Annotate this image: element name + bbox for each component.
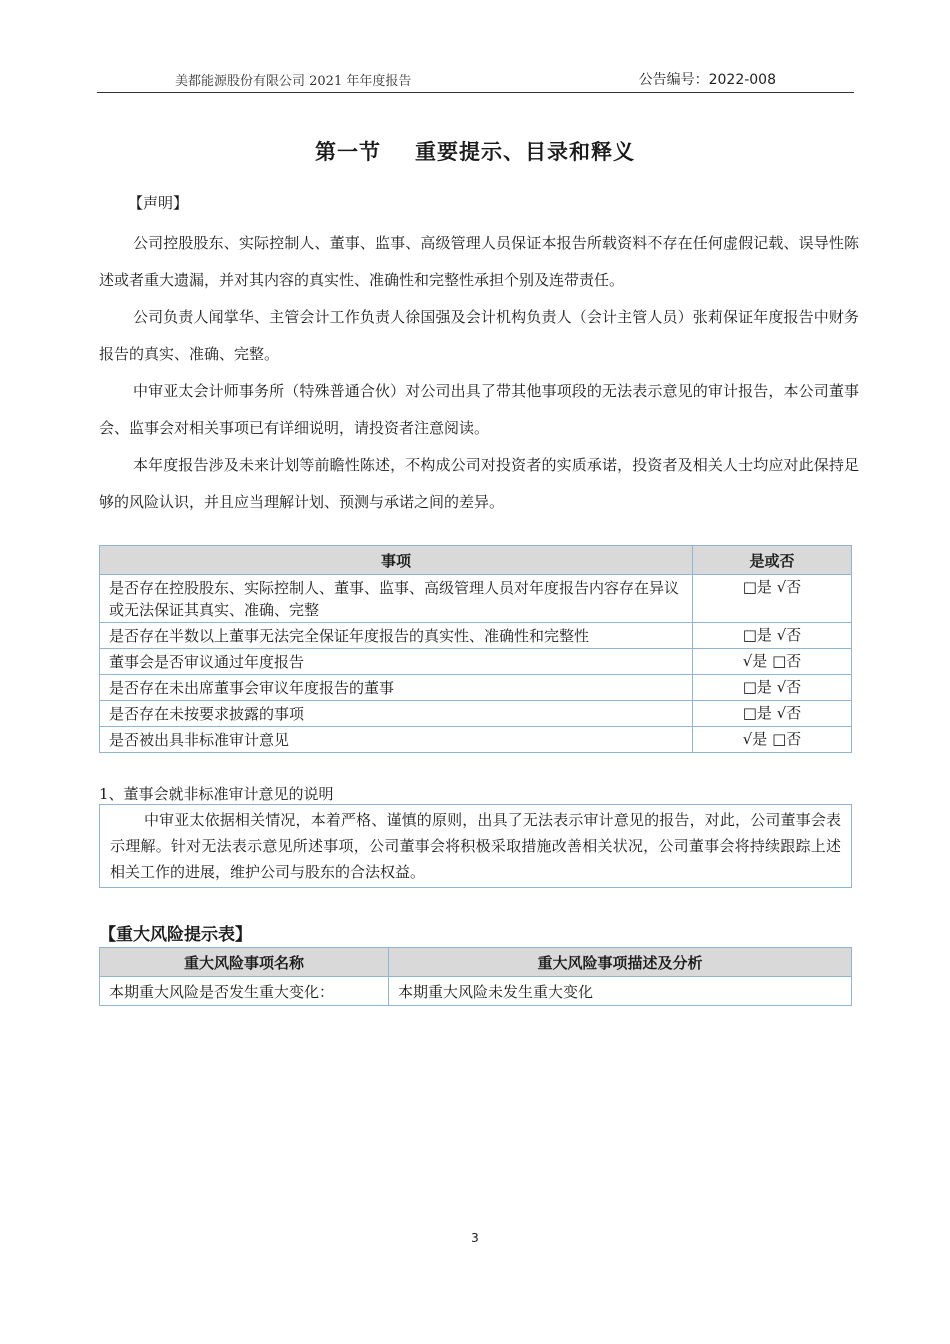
table-header-row <box>100 948 852 977</box>
matter-cell: 是否存在半数以上董事无法完全保证年度报告的真实性、准确性和完整性 <box>100 623 693 649</box>
table-row <box>100 649 852 675</box>
matter-cell: 董事会是否审议通过年度报告 <box>100 649 693 675</box>
announcement-number: 公告编号：2022-008 <box>638 72 776 88</box>
table-header-row <box>100 546 852 575</box>
table-row <box>100 575 852 623</box>
table-row <box>100 675 852 701</box>
paragraph-responsible-persons: 公司负责人闻掌华、主管会计工作负责人徐国强及会计机构负责人（会计主管人员）张莉保证年度报告中财务报告的真实、准确、完整。 <box>99 308 859 363</box>
page-title <box>0 136 950 166</box>
table-row <box>100 977 852 1006</box>
board-note-title: 1、董事会就非标准审计意见的说明 <box>99 785 334 803</box>
column-header-risk-description: 重大风险事项描述及分析 <box>389 948 852 977</box>
table-row <box>100 701 852 727</box>
column-header-risk-name: 重大风险事项名称 <box>100 948 389 977</box>
column-header-matter: 事项 <box>100 546 693 575</box>
paragraph-auditor: 中审亚太会计师事务所（特殊普通合伙）对公司出具了带其他事项段的无法表示意见的审计报告，本公司董事会、监事会对相关事项已有详细说明，请投资者注意阅读。 <box>99 382 859 437</box>
answer-cell: □是 √否 <box>693 623 852 649</box>
matter-cell: 是否被出具非标准审计意见 <box>100 727 693 753</box>
page-number: 3 <box>471 1231 479 1245</box>
risk-name-cell: 本期重大风险是否发生重大变化： <box>100 977 389 1006</box>
matter-cell: 是否存在控股股东、实际控制人、董事、监事、高级管理人员对年度报告内容存在异议或无法保证其真实、准确、完整 <box>100 575 693 623</box>
board-note-text: 中审亚太依据相关情况，本着严格、谨慎的原则，出具了无法表示审计意见的报告，对此，公司董事会表示理解。针对无法表示意见所述事项，公司董事会将积极采取措施改善相关状况，公司董事会将持续跟踪上述相关工作的进展，维护公司与股东的合法权益。 <box>99 804 852 888</box>
page-header <box>97 70 854 93</box>
table-row <box>100 727 852 753</box>
table-row <box>100 623 852 649</box>
answer-cell: √是 □否 <box>693 727 852 753</box>
paragraph-guarantee: 公司控股股东、实际控制人、董事、监事、高级管理人员保证本报告所载资料不存在任何虚假记载、误导性陈述或者重大遗漏，并对其内容的真实性、准确性和完整性承担个别及连带责任。 <box>99 234 859 289</box>
risk-description-cell: 本期重大风险未发生重大变化 <box>389 977 852 1006</box>
answer-cell: □是 √否 <box>693 575 852 623</box>
report-title: 美都能源股份有限公司 2021 年年度报告 <box>175 74 412 89</box>
answer-cell: □是 √否 <box>693 675 852 701</box>
matter-cell: 是否存在未按要求披露的事项 <box>100 701 693 727</box>
paragraph-forward-looking: 本年度报告涉及未来计划等前瞻性陈述，不构成公司对投资者的实质承诺，投资者及相关人士均应对此保持足够的风险认识，并且应当理解计划、预测与承诺之间的差异。 <box>99 456 859 511</box>
section-number: 第一节 <box>315 140 381 164</box>
matters-table <box>99 545 852 753</box>
answer-cell: □是 √否 <box>693 701 852 727</box>
risk-table <box>99 947 852 1006</box>
matter-cell: 是否存在未出席董事会审议年度报告的董事 <box>100 675 693 701</box>
answer-cell: √是 □否 <box>693 649 852 675</box>
section-name: 重要提示、目录和释义 <box>415 140 635 164</box>
risk-table-title: 【重大风险提示表】 <box>99 925 252 945</box>
declaration-label: 【声明】 <box>128 194 189 212</box>
column-header-yes-no: 是或否 <box>693 546 852 575</box>
